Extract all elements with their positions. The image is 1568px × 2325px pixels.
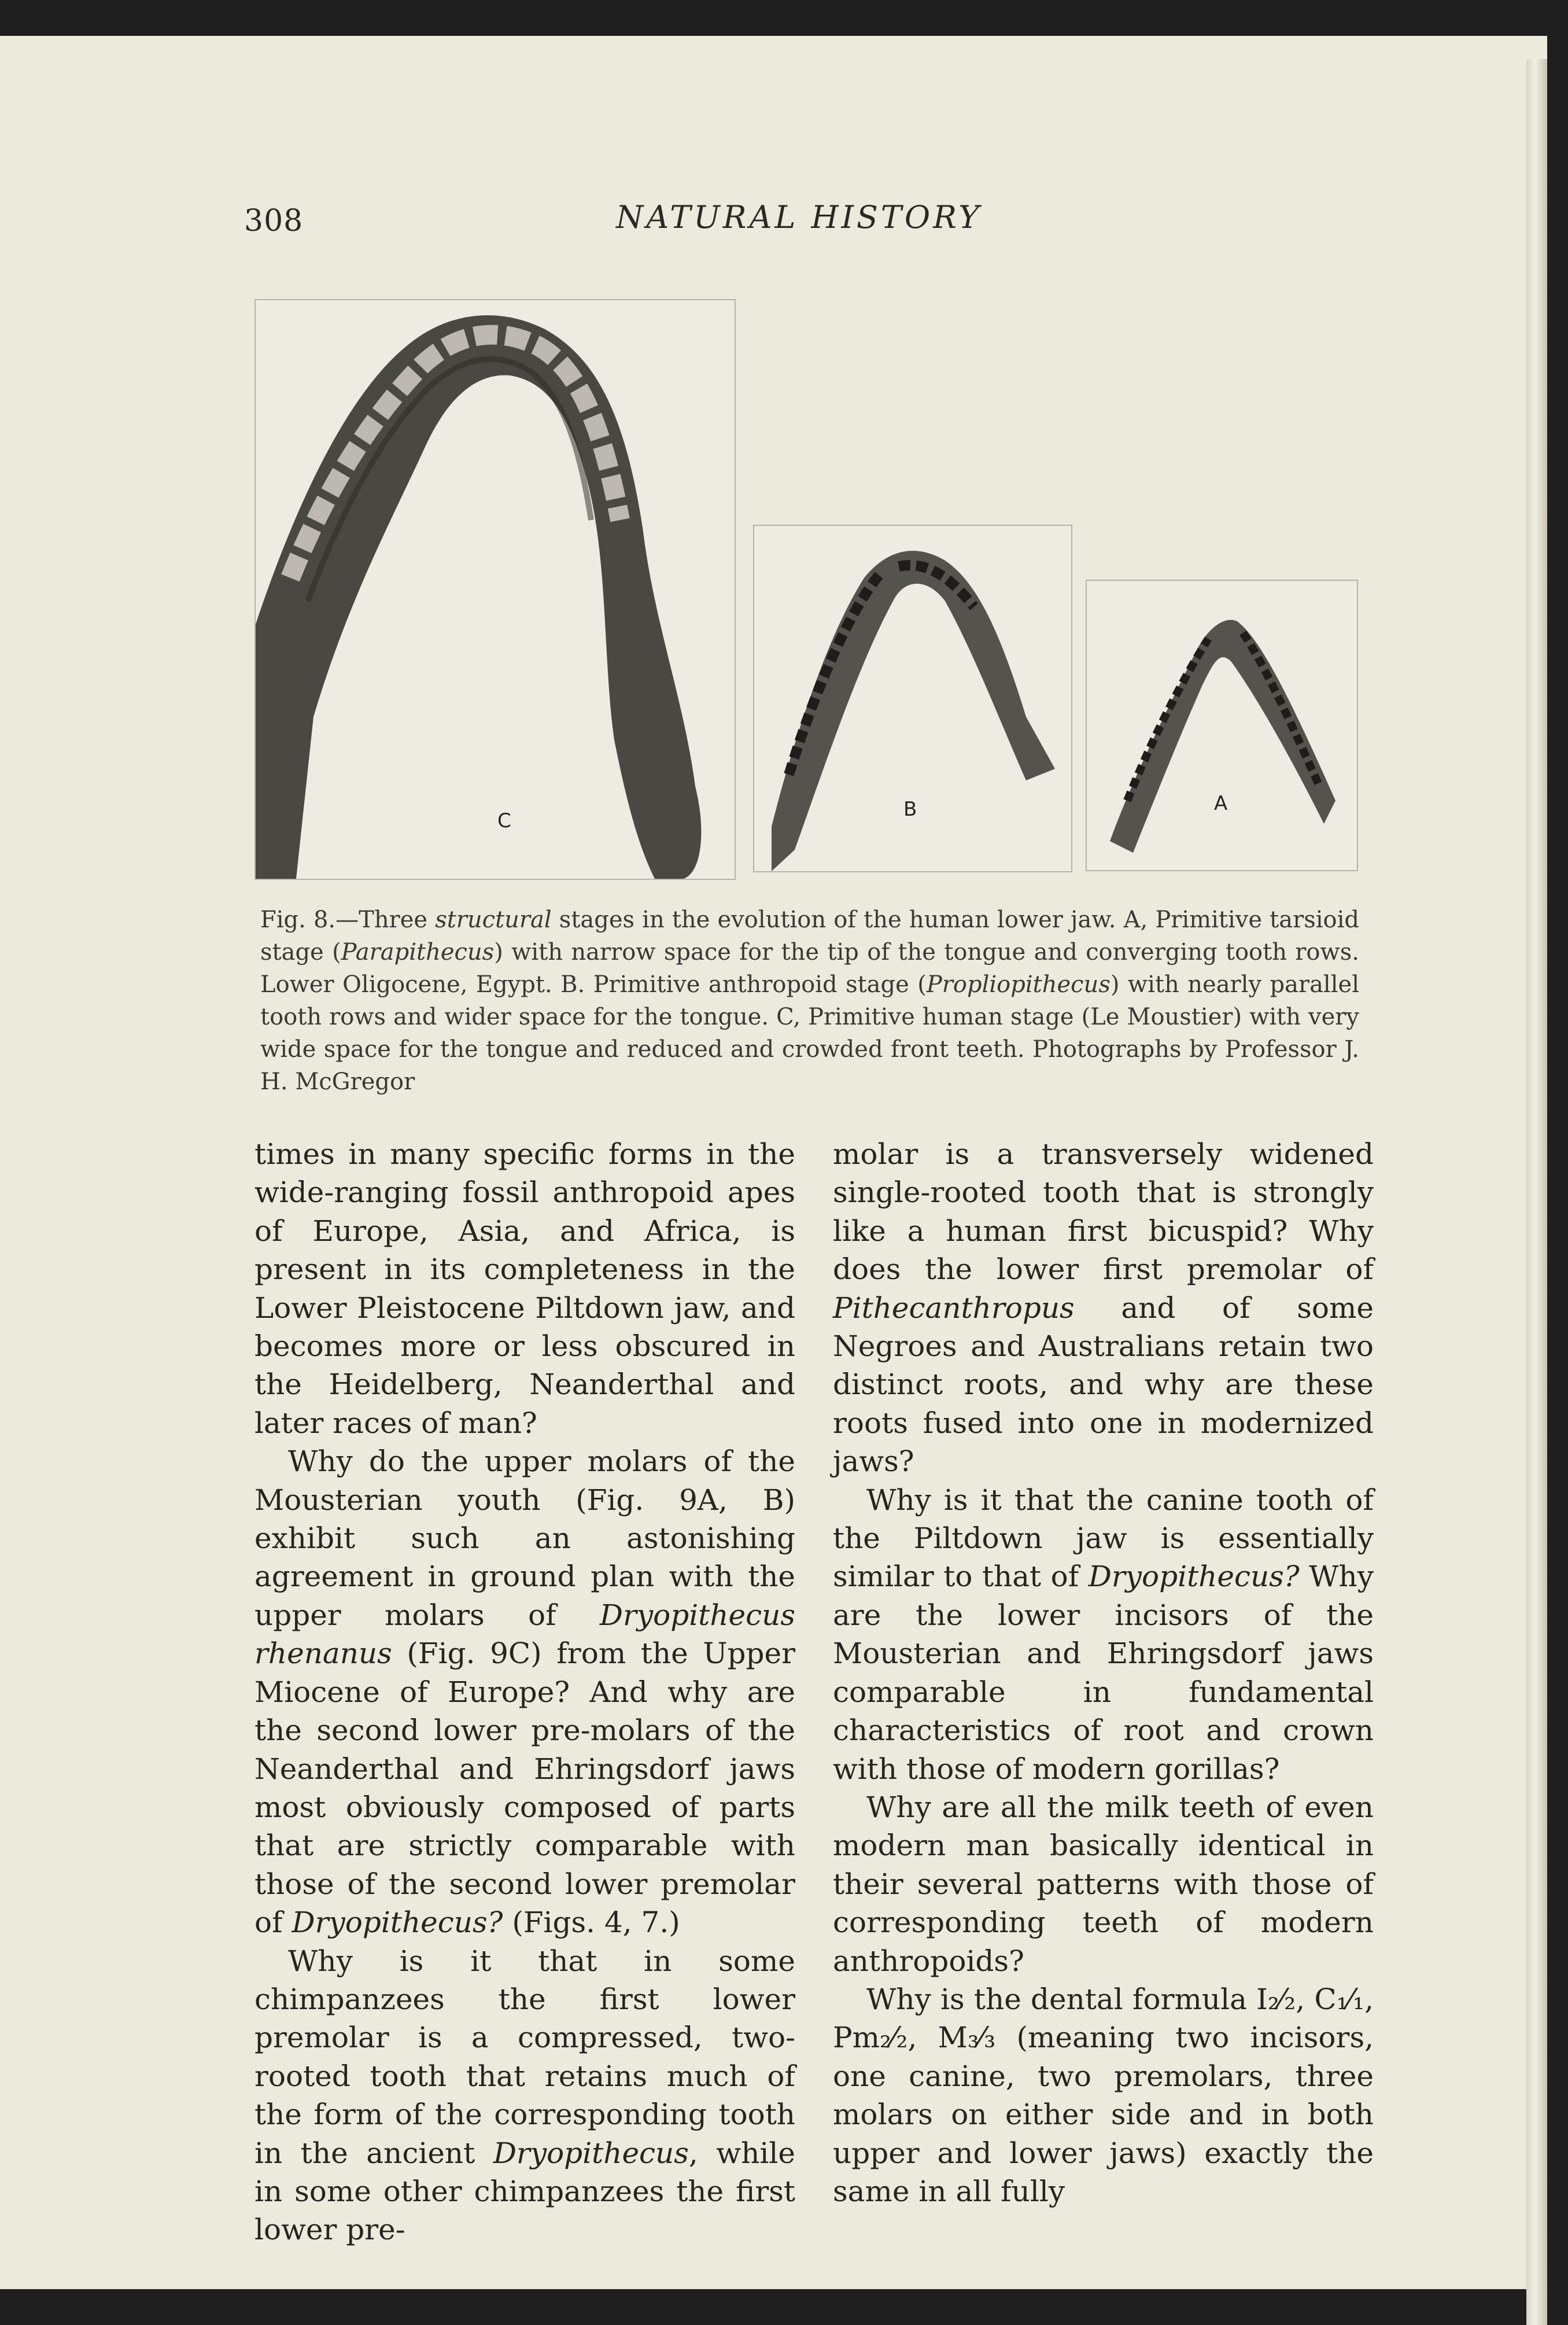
left-p2-text-b: (Fig. 9C) from the Upper Miocene of Europe? And why are the second lower pre-molars of the Neanderthal and Ehringsdorf jaws most obviously composed of parts that are strictly comparable with those of the second lower premolar of: [254, 1637, 795, 1940]
left-paragraph-2: [254, 1442, 795, 1941]
plate-label-b: B: [903, 798, 917, 821]
jaw-a-illustration: [1087, 581, 1357, 870]
right-p2-text-b: Why are the lower incisors of the Mousterian and Ehringsdorf jaws comparable in fundamental characteristics of root and crown with those of modern gorillas?: [833, 1560, 1374, 1786]
running-title: NATURAL HISTORY: [616, 199, 982, 235]
right-paragraph-1: [833, 1135, 1374, 1481]
jaw-photo-c: [254, 299, 736, 880]
left-p2-text-c: (Figs. 4, 7.): [503, 1906, 680, 1940]
left-paragraph-1: times in many specific forms in the wide-ranging fossil anthropoid apes of Europe, Asia, and Africa, is present in its completeness in the Lower Pleistocene Piltdown jaw, and becomes more or less obscured in the Heidelberg, Neanderthal and later races of man?: [254, 1137, 795, 1440]
caption-propliopithecus: Propliopithecus: [926, 971, 1110, 998]
left-p2-text-a: Why do the upper molars of the Mousterian youth (Fig. 9A, B) exhibit such an astonishing agreement in ground plan with the upper molars of: [254, 1445, 795, 1632]
right-paragraph-2: [833, 1481, 1374, 1788]
page-header: [0, 199, 1547, 256]
plate-label-c: C: [497, 809, 511, 832]
caption-fig-label: Fig. 8.—Three: [260, 907, 436, 933]
left-p3-text-a: Why is it that in some chimpanzees the first lower premolar is a compressed, two-rooted tooth that retains much of the form of the corresponding tooth in the ancient: [254, 1944, 795, 2170]
left-column: [254, 1135, 795, 2249]
jaw-c-illustration: [256, 300, 735, 879]
caption-structural: structural: [435, 907, 552, 933]
right-p2-text-a: Why is it that the canine tooth of the Piltdown jaw is essentially similar to that of: [833, 1483, 1374, 1594]
figure-caption: [260, 904, 1359, 1098]
right-p1-text-b: and of some Negroes and Australians retain two distinct roots, and why are these roots fused into one in modernized jaws?: [833, 1291, 1374, 1479]
page-number: 308: [244, 204, 304, 238]
caption-part3: ) with nearly parallel tooth rows and wider space for the tongue. C, Primitive human stage (Le Moustier) with very wide space for the tongue and reduced and crowded front teeth. Photographs by Professor J. H. McGregor: [260, 971, 1359, 1095]
left-p2-italic-2: Dryopithecus?: [292, 1906, 503, 1940]
left-paragraph-3: [254, 1942, 795, 2249]
right-column: [833, 1135, 1374, 2210]
jaw-photo-a: [1086, 580, 1358, 871]
page: [0, 36, 1547, 2289]
left-p3-text-b: , while in some other chimpanzees the first lower pre-: [254, 2136, 796, 2247]
right-paragraph-3: Why are all the milk teeth of even modern man basically identical in their several patterns with those of corresponding teeth of modern anthropoids?: [833, 1790, 1374, 1978]
left-p3-italic-1: Dryopithecus: [493, 2136, 689, 2170]
right-p1-italic-1: Pithecanthropus: [833, 1291, 1075, 1325]
right-p2-italic-1: Dryopithecus?: [1088, 1560, 1300, 1594]
jaw-photo-b: [753, 525, 1072, 872]
right-p1-text-a: molar is a transversely widened single-rooted tooth that is strongly like a human first bicuspid? Why does the lower first premolar of: [833, 1137, 1374, 1287]
page-edge: [1526, 59, 1547, 2325]
caption-parapithecus: Parapithecus: [341, 939, 495, 966]
plate-label-a: A: [1214, 792, 1228, 815]
left-p2-italic-1: Dryopithecus rhenanus: [254, 1598, 795, 1671]
caption-part2: ) with narrow space for the tip of the tongue and converging tooth rows. Lower Oligocene, Egypt. B. Primitive anthropoid stage (: [260, 939, 1359, 998]
caption-part1: stages in the evolution of the human lower jaw. A, Primitive tarsioid stage (: [260, 907, 1359, 966]
right-paragraph-4: Why is the dental formula I₂⁄₂, C₁⁄₁, Pm₂⁄₂, M₃⁄₃ (meaning two incisors, one canine, two premolars, three molars on either side and in both upper and lower jaws) exactly the same in all fully: [833, 1982, 1374, 2208]
